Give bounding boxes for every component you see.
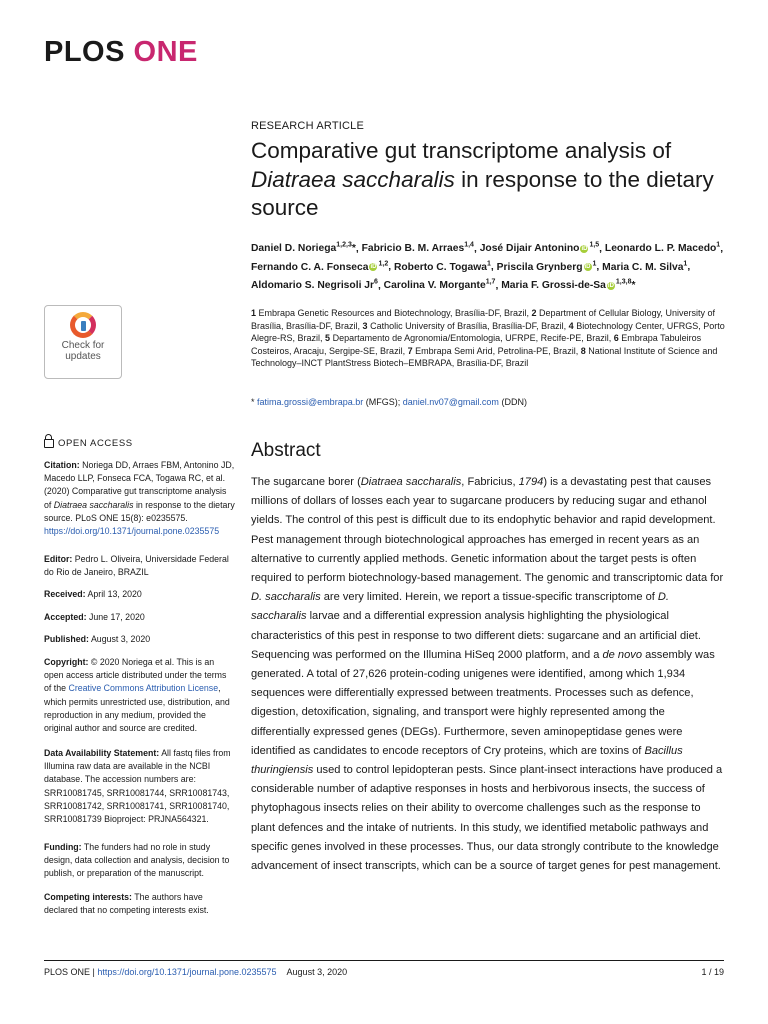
- author[interactable]: Leonardo L. P. Macedo$^1$: [604, 242, 721, 255]
- title-line3: source: [251, 195, 319, 220]
- author[interactable]: Roberto C. Togawa$^1$: [393, 260, 491, 273]
- author[interactable]: Carolina V. Morgante$^{1,7}$: [383, 278, 496, 292]
- affiliations: 1 Embrapa Genetic Resources and Biotechnology, Brasília-DF, Brazil, 2 Department of Cellular Biology, University of Brasília, Brasília-DF, Brazil, 3 Catholic University of Brasília, Brasília-DF, Brazil, 4 Biotechnology Center, UFRGS, Porto Alegre-RS, Brazil, 5 Departamento de Agronomia/Entomologia, UFRPE, Recife-PE, Brazil, 6 Embrapa Tabuleiros Costeiros, Aracaju, Sergipe-SE, Brazil, 7 Embrapa Semi Arid, Petrolina-PE, Brazil, 8 National Institute of Science and Technology–INCT PlantStress Biotech–EMBRAPA, Brasília-DF, Brazil: [251, 308, 725, 369]
- email-link-2[interactable]: daniel.nv07@gmail.com: [402, 397, 499, 407]
- author[interactable]: Fabricio B. M. Arraes$^{1,4}$: [361, 242, 474, 255]
- page-number: 1 / 19: [701, 967, 724, 977]
- check-for-updates-button[interactable]: Check for updates: [44, 305, 122, 379]
- citation: Citation: Noriega DD, Arraes FBM, Antonino JD, Macedo LLP, Fonseca FCA, Togawa RC, et al. (2020) Comparative gut transcriptome analysis of Diatraea saccharalis in response to the dietary source. PLoS ONE 15(8): e0235575. https://doi.org/10.1371/journal.pone.0235575: [44, 460, 235, 537]
- email-link-1[interactable]: fatima.grossi@embrapa.br: [257, 397, 364, 407]
- footer-doi-link[interactable]: https://doi.org/10.1371/journal.pone.0235575: [97, 967, 277, 977]
- accepted-date: Accepted: June 17, 2020: [44, 612, 145, 622]
- competing-interests: Competing interests: The authors have declared that no competing interests exist.: [44, 892, 209, 916]
- author[interactable]: Maria C. M. Silva$^1$: [602, 260, 688, 273]
- article-type: RESEARCH ARTICLE: [251, 120, 365, 132]
- footer-date: August 3, 2020: [286, 967, 348, 977]
- title-line2: in response to the dietary: [454, 166, 714, 192]
- author[interactable]: Maria F. Grossi-de-Sa iD $^{1,3,8}$*: [501, 278, 636, 292]
- author[interactable]: Priscila Grynberg iD $^1$: [496, 260, 597, 273]
- author[interactable]: Aldomario S. Negrisoli Jr$^6$: [251, 278, 378, 292]
- footer-divider: [44, 960, 724, 961]
- doi-link[interactable]: https://doi.org/10.1371/journal.pone.0235575: [44, 526, 220, 537]
- author[interactable]: Daniel D. Noriega$^{1,2,3}$*: [251, 242, 356, 255]
- orcid-icon[interactable]: iD: [581, 245, 588, 252]
- orcid-icon[interactable]: iD: [607, 282, 614, 289]
- license-link[interactable]: Creative Commons Attribution License: [68, 683, 219, 694]
- orcid-icon[interactable]: iD: [584, 264, 591, 271]
- article-title: [251, 137, 731, 223]
- author[interactable]: Fernando C. A. Fonseca iD $^{1,2}$: [251, 260, 389, 273]
- data-availability: Data Availability Statement: All fastq files from Illumina raw data are available in the NCBI database. The accession numbers are: SRR10081745, SRR10081744, SRR10081743, SRR10081742, SRR10081741, SRR10081740, SRR10081739 Bioproject: PRJNA564321.: [44, 748, 231, 825]
- journal-logo: [44, 36, 198, 69]
- orcid-icon[interactable]: iD: [370, 264, 377, 271]
- correspondence: * fatima.grossi@embrapa.br (MFGS); daniel.nv07@gmail.com (DDN): [251, 397, 527, 407]
- title-line1: Comparative gut transcriptome analysis of: [251, 138, 672, 163]
- author[interactable]: José Dijair Antonino iD $^{1,5}$: [479, 242, 600, 255]
- page-footer: PLOS ONE | https://doi.org/10.1371/journal.pone.0235575 August 3, 2020 1 / 19: [44, 967, 724, 977]
- editor: Editor: Pedro L. Oliveira, Universidade Federal do Rio de Janeiro, BRAZIL: [44, 554, 229, 578]
- title-species: Diatraea saccharalis: [251, 166, 455, 192]
- received-date: Received: April 13, 2020: [44, 589, 142, 599]
- copyright: Copyright: © 2020 Noriega et al. This is an open access article distributed under the terms of the Creative Commons Attribution License, which permits unrestricted use, distribution, and reproduction in any medium, provided the original author and source are credited.: [44, 657, 230, 734]
- open-lock-icon: [44, 439, 54, 448]
- published-date: Published: August 3, 2020: [44, 634, 151, 644]
- crossmark-icon: [70, 312, 96, 338]
- open-access-label: OPEN ACCESS: [44, 437, 133, 449]
- logo-one: ONE: [133, 36, 198, 68]
- author-list: Daniel D. Noriega$^{1,2,3}$*, Fabricio B. M. Arraes$^{1,4}$, José Dijair Antonino iD $^{1,5}$, Leonardo L. P. Macedo$^1$, Fernando C. A. Fonseca iD $^{1,2}$, Roberto C. Togawa$^1$, Priscila Grynberg iD $^1$, Maria C. M. Silva$^1$, Aldomario S. Negrisoli Jr$^6$, Carolina V. Morgante$^{1,7}$, Maria F. Grossi-de-Sa iD $^{1,3,8}$*: [251, 242, 724, 292]
- logo-plos: PLOS: [44, 36, 125, 68]
- funding: Funding: The funders had no role in study design, data collection and analysis, decision to publish, or preparation of the manuscript.: [44, 842, 230, 879]
- abstract-heading: Abstract: [251, 440, 321, 461]
- abstract-body: The sugarcane borer (Diatraea saccharalis, Fabricius, 1794) is a devastating pest that causes millions of dollars of losses each year to sugarcane producers by reducing sugar and ethanol yields. The control of this pest is difficult due to its endophytic behavior and rapid development. Pest management through biotechnological approaches has emerged in recent years as an alternative to currently applied methods. Genetic information about the target pests is often required to perform biotechnology-based management. The genomic and transcriptomic data for D. saccharalis are very limited. Herein, we report a tissue-specific transcriptome of D. saccharalis larvae and a differential expression analysis highlighting the physiological characteristics of this pest in response to two different diets: sugarcane and an artificial diet. Sequencing was performed on the Illumina HiSeq 2000 platform, and a de novo assembly was generated. A total of 27,626 protein-coding unigenes were identified, among which 1,934 sequences were differentially expressed between treatments. Processes such as defence, digestion, detoxification, signaling, and transport were highly represented among the differentially expressed genes (DEGs). Furthermore, seven aminopeptidase genes were identified as candidates to encode receptors of Cry proteins, which are toxins of Bacillus thuringiensis used to control lepidopteran pests. Since plant-insect interactions have produced a considerable number of adaptive responses in hosts and herbivorous insects, the success of phytophagous insects relies on their ability to overcome challenges such as the response to plant defences and the intake of nutrients. In this study, we identified metabolic pathways and specific genes involved in these processes. Thus, our data strongly contribute to the knowledge advancement of insect transcripts, which can be a source of target genes for pest management.: [251, 476, 724, 873]
